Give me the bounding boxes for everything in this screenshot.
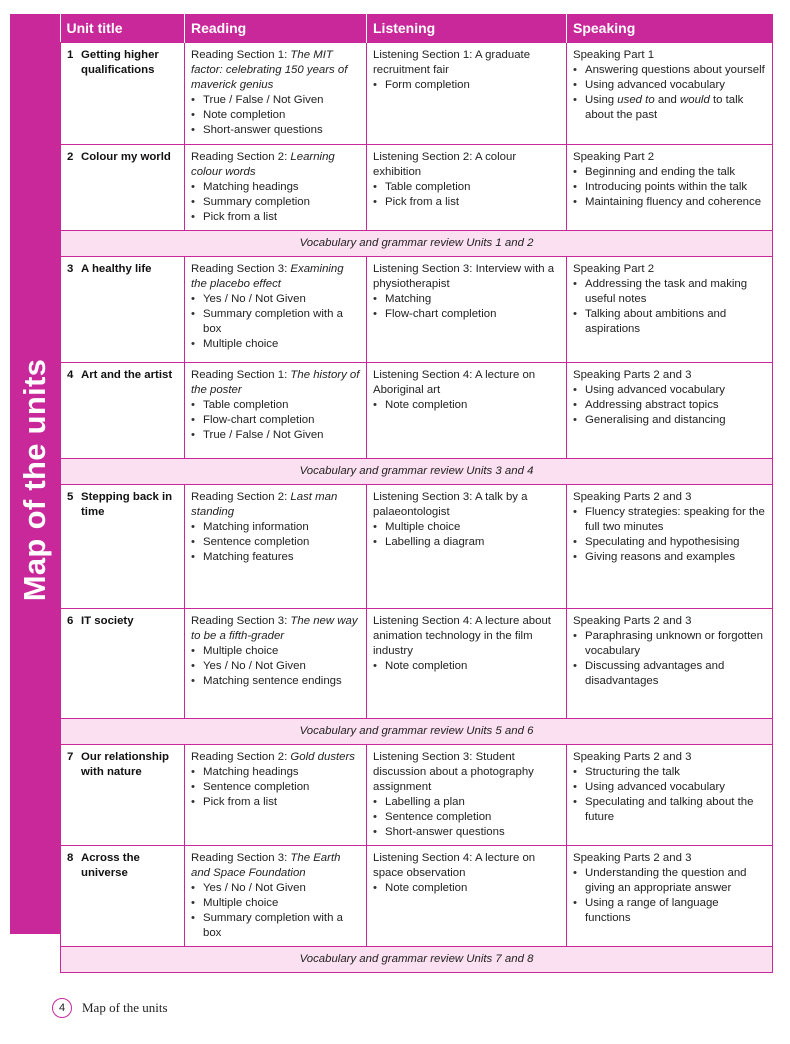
listening-section: Listening Section 4: A lecture about animation technology in the film industry: [373, 615, 551, 657]
unit-title-cell: [61, 846, 185, 947]
speaking-skill: • Using advanced vocabulary: [573, 383, 766, 398]
listening-task: • Matching: [373, 292, 560, 307]
unit-number: 1: [67, 49, 74, 61]
speaking-skill: • Speculating and hypothesising: [573, 535, 766, 550]
table-row: [61, 846, 773, 947]
review-text: Vocabulary and grammar review Units 5 and 6: [61, 719, 773, 745]
reading-task: • Matching headings: [191, 180, 360, 195]
unit-title: Getting higher qualifications: [81, 49, 159, 76]
reading-section: [191, 490, 360, 520]
unit-title-cell: [61, 145, 185, 231]
listening-cell: [367, 43, 567, 145]
reading-task: • Flow-chart completion: [191, 413, 360, 428]
unit-title: Colour my world: [81, 151, 171, 163]
header-unit-title: Unit title: [61, 14, 185, 43]
unit-title-cell: [61, 257, 185, 363]
review-row: [61, 947, 773, 973]
speaking-skill: • Addressing abstract topics: [573, 398, 766, 413]
review-row: [61, 459, 773, 485]
reading-text-title: Learning colour words: [191, 151, 335, 178]
reading-section-label: Reading Section 2:: [191, 151, 291, 163]
reading-section: [191, 851, 360, 881]
speaking-skill: • Using a range of language functions: [573, 896, 766, 926]
reading-section-label: Reading Section 1:: [191, 49, 291, 61]
speaking-skill-text: to talk about the past: [585, 94, 744, 121]
speaking-cell: [567, 145, 773, 231]
reading-section: [191, 614, 360, 644]
reading-section-label: Reading Section 3:: [191, 263, 291, 275]
listening-cell: [367, 145, 567, 231]
reading-section: [191, 750, 360, 765]
listening-section: Listening Section 3: Student discussion about a photography assignment: [373, 751, 534, 793]
page-number: 4: [52, 998, 72, 1018]
reading-task: • Multiple choice: [191, 896, 360, 911]
table-row: [61, 43, 773, 145]
listening-section: Listening Section 2: A colour exhibition: [373, 151, 517, 178]
speaking-skill-text: and: [654, 94, 681, 106]
table-row: [61, 145, 773, 231]
header-row: [61, 14, 773, 43]
speaking-part: Speaking Parts 2 and 3: [573, 369, 692, 381]
reading-task: • Matching features: [191, 550, 360, 565]
unit-number: 7: [67, 751, 74, 763]
reading-section: [191, 150, 360, 180]
listening-task: • Labelling a plan: [373, 795, 560, 810]
reading-task: • Summary completion: [191, 195, 360, 210]
listening-cell: [367, 609, 567, 719]
reading-section: [191, 48, 360, 93]
unit-title-cell: [61, 609, 185, 719]
speaking-skill: • Maintaining fluency and coherence: [573, 195, 766, 210]
reading-task: • Matching sentence endings: [191, 674, 360, 689]
listening-task: • Short-answer questions: [373, 825, 560, 840]
speaking-skill: • Using advanced vocabulary: [573, 78, 766, 93]
speaking-skill: • Paraphrasing unknown or forgotten vocabulary: [573, 629, 766, 659]
listening-task: • Pick from a list: [373, 195, 560, 210]
unit-number: 5: [67, 491, 74, 503]
unit-number: 8: [67, 852, 74, 864]
speaking-skill: • Answering questions about yourself: [573, 63, 766, 78]
footer-text: Map of the units: [82, 1000, 168, 1015]
reading-section: [191, 368, 360, 398]
reading-cell: [185, 363, 367, 459]
table-row: [61, 609, 773, 719]
unit-title: A healthy life: [81, 263, 152, 275]
unit-title-cell: [61, 363, 185, 459]
reading-text-title: Last man standing: [191, 491, 338, 518]
speaking-part: Speaking Parts 2 and 3: [573, 852, 692, 864]
review-text: Vocabulary and grammar review Units 3 and 4: [61, 459, 773, 485]
listening-section: Listening Section 1: A graduate recruitment fair: [373, 49, 531, 76]
listening-task: • Note completion: [373, 659, 560, 674]
reading-task: • Pick from a list: [191, 210, 360, 225]
speaking-skill: • Introducing points within the talk: [573, 180, 766, 195]
reading-section-label: Reading Section 2:: [191, 751, 291, 763]
speaking-part: Speaking Part 2: [573, 263, 655, 275]
listening-section: Listening Section 3: A talk by a palaeontologist: [373, 491, 528, 518]
review-text: Vocabulary and grammar review Units 7 and 8: [61, 947, 773, 973]
reading-task: • Summary completion with a box: [191, 911, 360, 941]
units-body: [61, 43, 773, 973]
listening-cell: [367, 363, 567, 459]
listening-task: • Flow-chart completion: [373, 307, 560, 322]
reading-section-label: Reading Section 3:: [191, 852, 291, 864]
unit-title: Across the universe: [81, 852, 140, 879]
listening-cell: [367, 846, 567, 947]
speaking-skill: • Generalising and distancing: [573, 413, 766, 428]
listening-section: Listening Section 4: A lecture on Aboriginal art: [373, 369, 536, 396]
speaking-part: Speaking Part 1: [573, 49, 655, 61]
listening-task: • Labelling a diagram: [373, 535, 560, 550]
speaking-cell: [567, 257, 773, 363]
reading-task: • Pick from a list: [191, 795, 360, 810]
reading-cell: [185, 145, 367, 231]
speaking-skill: • Beginning and ending the talk: [573, 165, 766, 180]
listening-cell: [367, 485, 567, 609]
unit-title: Art and the artist: [81, 369, 173, 381]
reading-text-title: The Earth and Space Foundation: [191, 852, 341, 879]
unit-title-cell: [61, 485, 185, 609]
reading-section-label: Reading Section 1:: [191, 369, 291, 381]
speaking-skill: • Addressing the task and making useful notes: [573, 277, 766, 307]
reading-text-title: Gold dusters: [290, 751, 356, 763]
speaking-part: Speaking Parts 2 and 3: [573, 491, 692, 503]
table-row: [61, 257, 773, 363]
reading-cell: [185, 609, 367, 719]
listening-section: Listening Section 4: A lecture on space observation: [373, 852, 536, 879]
header-speaking: Speaking: [567, 14, 773, 43]
speaking-cell: [567, 485, 773, 609]
listening-task: • Sentence completion: [373, 810, 560, 825]
speaking-cell: [567, 363, 773, 459]
speaking-skill: • Using advanced vocabulary: [573, 780, 766, 795]
speaking-skill-term: would: [680, 94, 710, 106]
unit-number: 6: [67, 615, 74, 627]
listening-task: • Table completion: [373, 180, 560, 195]
unit-number: 3: [67, 263, 74, 275]
reading-text-title: The MIT factor: celebrating 150 years of maverick genius: [191, 49, 348, 91]
reading-task: • Note completion: [191, 108, 360, 123]
speaking-cell: [567, 43, 773, 145]
reading-section: [191, 262, 360, 292]
reading-task: • Short-answer questions: [191, 123, 360, 138]
unit-title: Our relationship with nature: [81, 751, 169, 778]
speaking-skill: • Structuring the talk: [573, 765, 766, 780]
review-text: Vocabulary and grammar review Units 1 and 2: [61, 231, 773, 257]
speaking-skill: [573, 93, 766, 123]
reading-task: • Sentence completion: [191, 535, 360, 550]
speaking-skill: • Fluency strategies: speaking for the full two minutes: [573, 505, 766, 535]
reading-task: • Yes / No / Not Given: [191, 292, 360, 307]
unit-number: 4: [67, 369, 74, 381]
listening-section: Listening Section 3: Interview with a physiotherapist: [373, 263, 555, 290]
reading-task: • Matching headings: [191, 765, 360, 780]
speaking-skill-text: Using: [585, 94, 618, 106]
reading-task: • Multiple choice: [191, 337, 360, 352]
speaking-skill: • Speculating and talking about the future: [573, 795, 766, 825]
speaking-cell: [567, 609, 773, 719]
reading-task: • Summary completion with a box: [191, 307, 360, 337]
reading-cell: [185, 257, 367, 363]
listening-task: • Multiple choice: [373, 520, 560, 535]
reading-task: • Matching information: [191, 520, 360, 535]
speaking-skill: • Giving reasons and examples: [573, 550, 766, 565]
header-reading: Reading: [185, 14, 367, 43]
reading-task: • Table completion: [191, 398, 360, 413]
reading-section-label: Reading Section 3:: [191, 615, 291, 627]
speaking-skill: • Discussing advantages and disadvantages: [573, 659, 766, 689]
speaking-skill: • Talking about ambitions and aspirations: [573, 307, 766, 337]
speaking-skill-term: used to: [617, 94, 655, 106]
unit-number: 2: [67, 151, 74, 163]
header-listening: Listening: [367, 14, 567, 43]
unit-title-cell: [61, 745, 185, 846]
reading-text-title: Examining the placebo effect: [191, 263, 344, 290]
table-row: [61, 363, 773, 459]
reading-task: • True / False / Not Given: [191, 428, 360, 443]
listening-task: • Note completion: [373, 398, 560, 413]
speaking-part: Speaking Parts 2 and 3: [573, 751, 692, 763]
table-row: [61, 485, 773, 609]
reading-text-title: The history of the poster: [191, 369, 360, 396]
listening-cell: [367, 745, 567, 846]
reading-cell: [185, 43, 367, 145]
speaking-skill: • Understanding the question and giving an appropriate answer: [573, 866, 766, 896]
unit-title: IT society: [81, 615, 134, 627]
reading-section-label: Reading Section 2:: [191, 491, 291, 503]
listening-task: • Form completion: [373, 78, 560, 93]
reading-task: • Sentence completion: [191, 780, 360, 795]
reading-task: • True / False / Not Given: [191, 93, 360, 108]
unit-title-cell: [61, 43, 185, 145]
side-title: Map of the units: [17, 358, 52, 602]
table-row: [61, 745, 773, 846]
listening-cell: [367, 257, 567, 363]
listening-task: • Note completion: [373, 881, 560, 896]
reading-cell: [185, 485, 367, 609]
speaking-part: Speaking Parts 2 and 3: [573, 615, 692, 627]
review-row: [61, 231, 773, 257]
reading-cell: [185, 745, 367, 846]
speaking-cell: [567, 846, 773, 947]
speaking-cell: [567, 745, 773, 846]
reading-text-title: The new way to be a fifth-grader: [191, 615, 358, 642]
reading-task: • Multiple choice: [191, 644, 360, 659]
review-row: [61, 719, 773, 745]
units-table: [60, 14, 773, 973]
speaking-part: Speaking Part 2: [573, 151, 655, 163]
reading-task: • Yes / No / Not Given: [191, 659, 360, 674]
reading-task: • Yes / No / Not Given: [191, 881, 360, 896]
reading-cell: [185, 846, 367, 947]
unit-title: Stepping back in time: [81, 491, 173, 518]
